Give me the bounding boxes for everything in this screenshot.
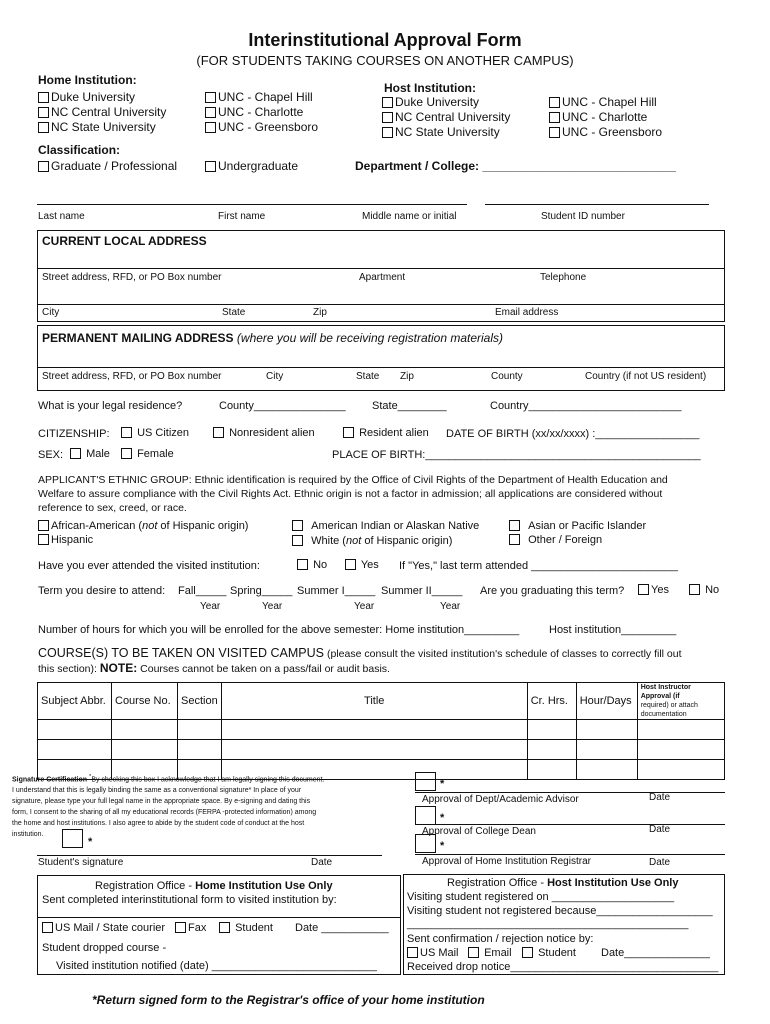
local-state-label[interactable]: State — [222, 307, 246, 318]
year-label: Year — [262, 601, 283, 612]
checkbox[interactable] — [549, 97, 560, 108]
table-row[interactable] — [38, 740, 725, 760]
advisor-date-label: Date — [649, 792, 671, 803]
home-office-sent-label: Sent completed interinstitutional form to visited institution by: — [42, 894, 337, 906]
checkbox[interactable] — [175, 922, 186, 933]
checkbox[interactable] — [549, 112, 560, 123]
col-credit-hours: Cr. Hrs. — [527, 683, 576, 720]
host-office-confirmation-label: Sent confirmation / rejection notice by: — [407, 933, 594, 945]
host-office-not-registered-field[interactable]: Visiting student not registered because___________________ — [407, 905, 713, 917]
place-of-birth-field[interactable]: PLACE OF BIRTH:_____________________________________________ — [332, 449, 701, 461]
checkbox[interactable] — [205, 107, 216, 118]
classification-label: Classification: — [38, 143, 121, 157]
host-option-duke[interactable]: Duke University — [382, 95, 479, 109]
local-zip-label[interactable]: Zip — [313, 307, 327, 318]
checkbox[interactable] — [509, 534, 520, 545]
table-row[interactable] — [38, 720, 725, 740]
home-option-unc-g[interactable]: UNC - Greensboro — [205, 120, 318, 134]
divider — [37, 917, 401, 918]
host-office-registered-field[interactable]: Visiting student registered on ____________________ — [407, 891, 675, 903]
dean-date-label: Date — [649, 824, 671, 835]
sex-label: SEX: — [38, 449, 64, 461]
term-summer2-field[interactable]: Summer II_____ — [381, 585, 463, 597]
checkbox[interactable] — [407, 947, 418, 958]
ethnic-white[interactable]: White (not of Hispanic origin) — [292, 535, 452, 547]
star-mark: * — [440, 812, 445, 824]
col-title: Title — [221, 683, 527, 720]
ethnic-paragraph-3: reference to sex, creed, or race. — [38, 502, 187, 514]
col-section: Section — [178, 683, 222, 720]
host-institution-label: Host Institution: — [384, 81, 476, 95]
checkbox[interactable] — [343, 427, 354, 438]
class-graduate[interactable]: Graduate / Professional — [38, 159, 177, 173]
home-office-dropped-label: Student dropped course - — [42, 942, 167, 954]
year-label: Year — [200, 601, 221, 612]
home-office-notified-field[interactable]: Visited institution notified (date) ___________________________ — [56, 960, 377, 972]
citizenship-us[interactable]: US Citizen — [121, 427, 189, 439]
checkbox[interactable] — [638, 584, 649, 595]
dean-label: Approval of College Dean — [422, 826, 536, 837]
registrar-checkbox[interactable] — [415, 834, 436, 856]
ethnic-native[interactable]: American Indian or Alaskan Native — [292, 520, 479, 532]
host-option-unc-ch[interactable]: UNC - Chapel Hill — [549, 95, 657, 109]
star-mark: * — [88, 836, 93, 848]
page-title: Interinstitutional Approval Form — [248, 30, 522, 50]
advisor-checkbox[interactable] — [415, 772, 436, 794]
checkbox[interactable] — [38, 107, 49, 118]
term-label: Term you desire to attend: — [38, 585, 166, 597]
citizenship-resident[interactable]: Resident alien — [343, 427, 429, 439]
home-institution-label: Home Institution: — [38, 73, 137, 87]
host-option-nccu[interactable]: NC Central University — [382, 110, 510, 124]
advisor-line — [415, 792, 725, 793]
home-option-unc-ch[interactable]: UNC - Chapel Hill — [205, 90, 313, 104]
student-signature-checkbox[interactable] — [62, 829, 83, 851]
footer-note: *Return signed form to the Registrar's office of your home institution — [92, 993, 485, 1007]
year-label: Year — [354, 601, 375, 612]
perm-state-label[interactable]: State — [356, 371, 380, 382]
host-office-title: Registration Office - Host Institution Use Only — [447, 877, 679, 889]
date-of-birth-field[interactable]: DATE OF BIRTH (xx/xx/xxxx) :_________________ — [446, 428, 700, 440]
residence-question: What is your legal residence? — [38, 400, 183, 412]
host-office-received-field[interactable]: Received drop notice__________________________________ — [407, 961, 719, 973]
attended-yes[interactable]: Yes — [345, 559, 379, 571]
page-subtitle: (FOR STUDENTS TAKING COURSES ON ANOTHER CAMPUS) — [196, 53, 574, 68]
checkbox[interactable] — [345, 559, 356, 570]
checkbox[interactable] — [292, 535, 303, 546]
student-date-label: Date — [311, 857, 333, 868]
term-spring-field[interactable]: Spring_____ — [230, 585, 293, 597]
divider — [37, 367, 725, 368]
citizenship-nonresident[interactable]: Nonresident alien — [213, 427, 315, 439]
student-signature-line — [37, 855, 382, 856]
host-office-email[interactable]: Email — [468, 947, 512, 959]
graduating-no[interactable]: No — [689, 584, 719, 596]
star-mark: * — [440, 840, 445, 852]
hours-home-field[interactable]: Number of hours for which you will be enrolled for the above semester: Home institution_________ — [38, 624, 520, 636]
star-mark: * — [440, 778, 445, 790]
checkbox[interactable] — [121, 448, 132, 459]
host-office-student[interactable]: Student — [522, 947, 576, 959]
permanent-address-heading: PERMANENT MAILING ADDRESS (where you will be receiving registration materials) — [42, 331, 504, 345]
graduating-question: Are you graduating this term? — [480, 585, 625, 597]
checkbox[interactable] — [509, 520, 520, 531]
col-course-no: Course No. — [112, 683, 178, 720]
checkbox[interactable] — [121, 427, 132, 438]
checkbox[interactable] — [522, 947, 533, 958]
checkbox[interactable] — [468, 947, 479, 958]
courses-table — [37, 682, 725, 780]
advisor-label: Approval of Dept/Academic Advisor — [422, 794, 579, 805]
checkbox[interactable] — [382, 127, 393, 138]
hours-host-field[interactable]: Host institution_________ — [549, 624, 677, 636]
checkbox[interactable] — [205, 161, 216, 172]
home-office-mail[interactable]: US Mail / State courier — [42, 922, 165, 934]
checkbox[interactable] — [292, 520, 303, 531]
registrar-line — [415, 854, 725, 855]
host-office-date-field[interactable]: Date______________ — [601, 947, 710, 959]
local-email-label[interactable]: Email address — [495, 307, 559, 318]
perm-street-label[interactable]: Street address, RFD, or PO Box number — [42, 371, 222, 382]
host-option-unc-charlotte[interactable]: UNC - Charlotte — [549, 110, 647, 124]
courses-heading-line2: this section): NOTE: Courses cannot be taken on a pass/fail or audit basis. — [38, 661, 390, 675]
home-option-unc-charlotte[interactable]: UNC - Charlotte — [205, 105, 303, 119]
local-apartment-label[interactable]: Apartment — [359, 272, 406, 283]
host-office-blank-field[interactable]: ______________________________________________ — [407, 918, 689, 930]
student-id-label[interactable]: Student ID number — [541, 211, 625, 222]
divider — [37, 304, 725, 305]
local-street-label[interactable]: Street address, RFD, or PO Box number — [42, 272, 222, 283]
class-undergraduate[interactable]: Undergraduate — [205, 159, 298, 173]
registrar-label: Approval of Home Institution Registrar — [422, 856, 591, 867]
checkbox[interactable] — [38, 92, 49, 103]
home-option-ncsu[interactable]: NC State University — [38, 120, 156, 134]
dean-line — [415, 824, 725, 825]
col-subject: Subject Abbr. — [38, 683, 112, 720]
checkbox[interactable] — [689, 584, 700, 595]
home-office-title: Registration Office - Home Institution Use Only — [95, 880, 333, 892]
checkbox[interactable] — [42, 922, 53, 933]
sex-male[interactable]: Male — [70, 448, 110, 460]
attended-question: Have you ever attended the visited institution: — [38, 560, 260, 572]
ethnic-paragraph-2: Welfare to assure compliance with the Civil Rights Act. Ethnic origin is not a factor in admission; all applications are considered without — [38, 488, 663, 500]
table-header-row — [38, 683, 725, 720]
checkbox[interactable] — [70, 448, 81, 459]
home-option-duke[interactable]: Duke University — [38, 90, 135, 104]
divider — [37, 268, 725, 269]
perm-city-label[interactable]: City — [266, 371, 284, 382]
checkbox[interactable] — [549, 127, 560, 138]
perm-country-label[interactable]: Country (if not US resident) — [585, 371, 707, 382]
ethnic-paragraph-1: APPLICANT'S ETHNIC GROUP: Ethnic identification is required by the Office of Civil Rights of the Department of Health Education and — [38, 474, 668, 486]
signature-certification: Signature Certification *By checking this box I acknowledge that I am legally signing this document. I understand that this is legally binding the same as a conventional signature* In place of your signature, please type your full legal name in the appropriate space. By e-signing and dating this form, I consent to the sharing of all my educational records (FERPA -protected information) among the home and host institutions. I also agree to abide by the student code of conduct at the host institution. — [12, 774, 325, 839]
perm-zip-label[interactable]: Zip — [400, 371, 414, 382]
year-label: Year — [440, 601, 461, 612]
home-option-nccu[interactable]: NC Central University — [38, 105, 166, 119]
first-name-label[interactable]: First name — [218, 211, 266, 222]
checkbox[interactable] — [38, 122, 49, 133]
department-field[interactable]: Department / College: _____________________________ — [355, 159, 676, 173]
residence-state-field[interactable]: State________ — [372, 400, 447, 412]
term-summer1-field[interactable]: Summer I_____ — [297, 585, 376, 597]
local-address-heading: CURRENT LOCAL ADDRESS — [42, 234, 207, 248]
ethnic-hispanic[interactable]: Hispanic — [38, 534, 93, 546]
citizenship-label: CITIZENSHIP: — [38, 428, 110, 440]
home-office-student[interactable]: Student — [219, 922, 273, 934]
checkbox[interactable] — [219, 922, 230, 933]
host-option-unc-g[interactable]: UNC - Greensboro — [549, 125, 662, 139]
name-line-2 — [485, 204, 709, 205]
ethnic-other[interactable]: Other / Foreign — [509, 534, 602, 546]
home-office-date-field[interactable]: Date ___________ — [295, 922, 389, 934]
graduating-yes[interactable]: Yes — [638, 584, 669, 596]
checkbox[interactable] — [205, 92, 216, 103]
checkbox[interactable] — [382, 112, 393, 123]
last-term-field[interactable]: If "Yes," last term attended ________________________ — [399, 560, 678, 572]
checkbox[interactable] — [38, 534, 49, 545]
sex-female[interactable]: Female — [121, 448, 174, 460]
home-office-fax[interactable]: Fax — [175, 922, 206, 934]
host-office-mail[interactable]: US Mail — [407, 947, 459, 959]
checkbox[interactable] — [297, 559, 308, 570]
ethnic-african-american[interactable]: African-American (not of Hispanic origin) — [38, 520, 248, 532]
residence-country-field[interactable]: Country_________________________ — [490, 400, 682, 412]
host-option-ncsu[interactable]: NC State University — [382, 125, 500, 139]
checkbox[interactable] — [213, 427, 224, 438]
student-signature-label: Student's signature — [38, 857, 124, 868]
checkbox[interactable] — [38, 520, 49, 531]
ethnic-asian[interactable]: Asian or Pacific Islander — [509, 520, 646, 532]
checkbox[interactable] — [205, 122, 216, 133]
attended-no[interactable]: No — [297, 559, 327, 571]
name-line-1 — [37, 204, 467, 205]
last-name-label[interactable]: Last name — [38, 211, 85, 222]
registrar-date-label: Date — [649, 857, 671, 868]
checkbox[interactable] — [38, 161, 49, 172]
col-hour-days: Hour/Days — [576, 683, 637, 720]
residence-county-field[interactable]: County_______________ — [219, 400, 346, 412]
local-city-label[interactable]: City — [42, 307, 60, 318]
local-telephone-label[interactable]: Telephone — [540, 272, 587, 283]
col-instructor-approval: Host Instructor Approval (if required) or attach documentation — [637, 683, 724, 720]
term-fall-field[interactable]: Fall_____ — [178, 585, 227, 597]
middle-name-label[interactable]: Middle name or initial — [362, 211, 457, 222]
perm-county-label[interactable]: County — [491, 371, 523, 382]
checkbox[interactable] — [382, 97, 393, 108]
courses-heading-line1: COURSE(S) TO BE TAKEN ON VISITED CAMPUS (please consult the visited institution's schedule of classes to correctly fill out — [38, 646, 682, 660]
